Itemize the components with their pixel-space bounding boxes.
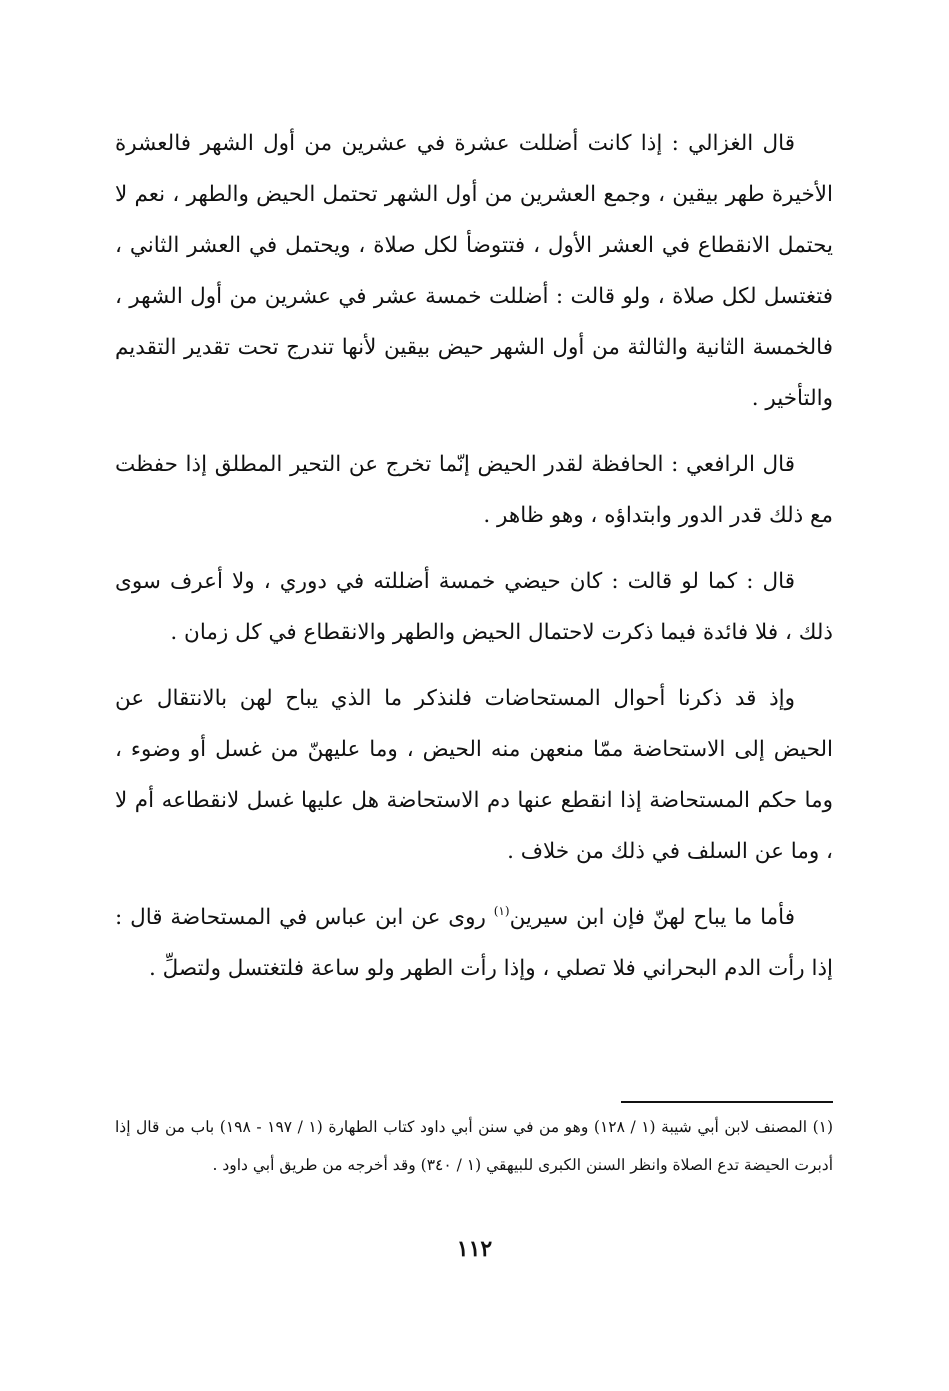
main-text bbox=[115, 118, 833, 994]
paragraph-example: قال : كما لو قالت : كان حيضي خمسة أضللته في دوري ، ولا أعرف سوى ذلك ، فلا فائدة فيما ذكرت لاحتمال الحيض والطهر والانقطاع في كل زمان . bbox=[115, 569, 833, 645]
paragraph-rafii: قال الرافعي : الحافظة لقدر الحيض إنّما تخرج عن التحير المطلق إذا حفظت مع ذلك قدر الدور وابتداؤه ، وهو ظاهر . bbox=[115, 452, 833, 528]
paragraph-ghazali: قال الغزالي : إذا كانت أضللت عشرة في عشرين من أول الشهر فالعشرة الأخيرة طهر بيقين ، وجمع العشرين من أول الشهر تحتمل الحيض والطهر ، نعم لا يحتمل الانقطاع في العشر الأول ، فتتوضأ لكل صلاة ، ويحتمل في العشر الثاني ، فتغتسل لكل صلاة ، ولو قالت : أضللت خمسة عشر في عشرين من أول الشهر ، فالخمسة الثانية والثالثة من أول الشهر حيض بيقين لأنها تندرج تحت تقدير التقديم والتأخير . bbox=[115, 131, 833, 411]
footnote-separator bbox=[621, 1101, 833, 1103]
paragraph-ibn-sirin-part-1: فأما ما يباح لهنّ فإن ابن سيرين bbox=[509, 905, 795, 930]
footnote-1: (١) المصنف لابن أبي شيبة (١ / ١٢٨) وهو من في سنن أبي داود كتاب الطهارة (١ / ١٩٧ - ١٩٨) باب من قال إذا أدبرت الحيضة تدع الصلاة وانظر السنن الكبرى للبيهقي (١ / ٣٤٠) وقد أخرجه من طريق أبي داود . bbox=[115, 1118, 834, 1174]
paragraph-mustahadat: وإذ قد ذكرنا أحوال المستحاضات فلنذكر ما الذي يباح لهن بالانتقال عن الحيض إلى الاستحاضة ممّا منعهن منه الحيض ، وما عليهنّ من غسل أو وضوء ، وما حكم المستحاضة إذا انقطع عنها دم الاستحاضة هل عليها غسل لانقطاعه أم لا ، وما عن السلف في ذلك من خلاف . bbox=[115, 686, 833, 864]
paragraph-ibn-sirin-part-2: روى عن ابن عباس في المستحاضة قال : إذا رأت الدم البحراني فلا تصلي ، وإذا رأت الطهر ولو ساعة فلتغتسل ولتصلِّ . bbox=[115, 905, 833, 981]
page-number: ١١٢ bbox=[456, 1236, 493, 1262]
footnote-reference-mark: (١) bbox=[493, 904, 510, 918]
footnotes bbox=[115, 1108, 833, 1184]
paragraph-ibn-sirin bbox=[115, 892, 833, 994]
